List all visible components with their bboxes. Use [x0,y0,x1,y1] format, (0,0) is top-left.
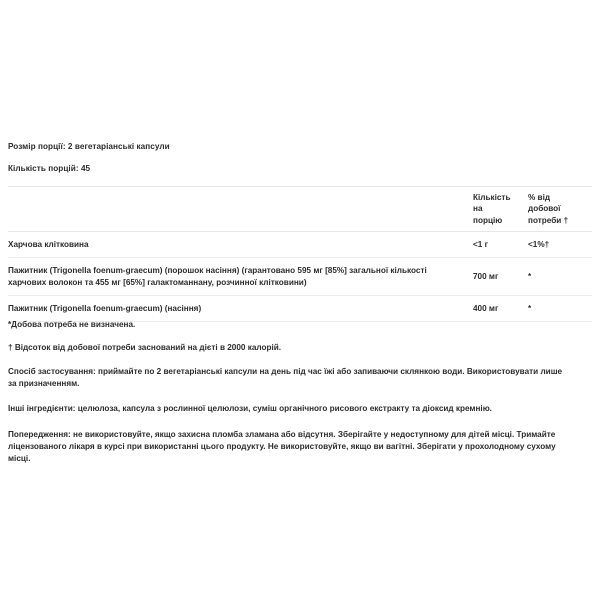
warnings-paragraph: Попередження: не використовуйте, якщо захисна пломба зламана або відсутня. Зберігайте у недоступному для дітей місці. Тримайте ліцензованого лікаря в курсі при використанні цього продукту. Не використовуйте, якщо ви вагітні. Зберігати у прохолодному сухому місці. [8,429,556,464]
daily-value-header-line-3: потреби † [528,215,569,225]
footnote-asterisk: *Добова потреба не визначена. [8,320,136,329]
column-header-daily-value [528,187,592,232]
directions-paragraph: Спосіб застосування: приймайте по 2 вегетаріанські капсули на день під час їжі або запиваючи склянкою води. Використовувати лише за призначенням. [8,366,563,388]
nutrient-daily-value: * [528,258,592,296]
nutrient-name: Пажитник (Trigonella foenum-graecum) (порошок насіння) (гарантовано 595 мг [85%] загальної кількості харчових волокон та 455 мг [65%] галактоманнану, розчинної клітковини) [8,258,473,296]
nutrient-name: Пажитник (Trigonella foenum-graecum) (насіння) [8,295,473,321]
serving-information [8,141,592,185]
nutrient-amount: 400 мг [473,295,528,321]
serving-size-line: Розмір порції: 2 вегетаріанські капсули [8,142,170,151]
footnote-dagger: † Відсоток від добової потреби заснований на дієті в 2000 калорій. [8,343,282,353]
table-row [8,295,592,321]
column-header-nutrient [8,187,473,232]
daily-value-header-line-1: % від [528,193,551,202]
nutrient-name: Харчова клітковина [8,231,473,257]
table-header-row [8,187,592,232]
supplement-facts-table [8,186,592,322]
nutrient-amount: 700 мг [473,258,528,296]
servings-per-container-line: Кількість порцій: 45 [8,164,91,174]
nutrient-daily-value: * [528,295,592,321]
nutrient-amount: <1 г [473,231,528,257]
other-ingredients-paragraph: Інші інгредієнти: целюлоза, капсула з рослинної целюлози, суміш органічного рисового екстракту та діоксид кремнію. [8,404,492,414]
amount-header-line-2: на [473,204,483,214]
column-header-amount-per-serving [473,187,528,232]
table-row [8,258,592,296]
table-row [8,231,592,257]
notes-section [8,319,592,477]
daily-value-header-line-2: добової [528,204,561,214]
amount-header-line-3: порцію [473,215,503,225]
nutrient-daily-value: <1%† [528,231,592,257]
amount-header-line-1: Кількість [473,193,511,202]
